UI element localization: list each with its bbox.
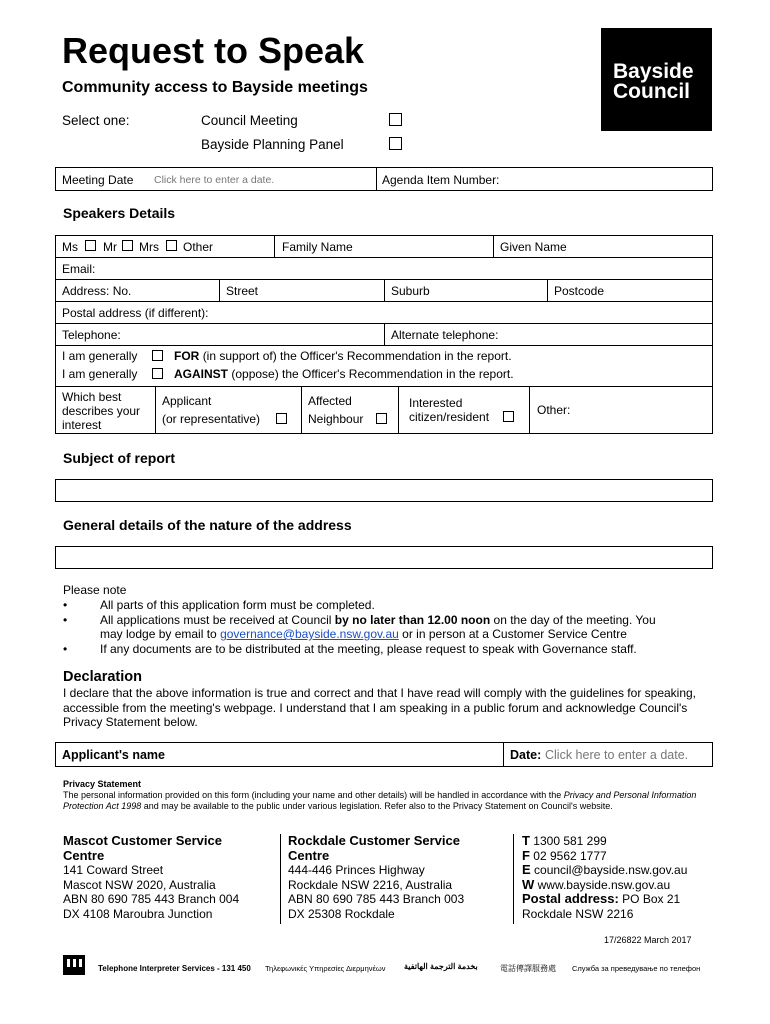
email-label: E — [522, 862, 531, 877]
for-bold: FOR — [174, 349, 200, 363]
date-label: Date: — [510, 748, 542, 762]
declaration-text: I declare that the above information is true and correct and that I have read will comply with the guidelines for speaking, accessible from the meeting's webpage. I understand that I am speaking in a public forum and acknowledge Council's Privacy Statement below. — [63, 686, 697, 729]
note-item-2-bold: by no later than 12.00 noon — [334, 612, 491, 627]
given-name-field[interactable]: Given Name — [500, 240, 567, 254]
suburb-field[interactable]: Suburb — [391, 284, 430, 298]
privacy-text-a: The personal information provided on this form (including your name and other details) will be handled in accordance with the — [63, 790, 562, 800]
mascot-line-2: Mascot NSW 2020, Australia — [63, 877, 216, 892]
document-reference: 17/26822 March 2017 — [604, 935, 692, 945]
page-title: Request to Speak — [62, 30, 365, 71]
telephone-field[interactable]: Telephone: — [62, 328, 121, 342]
postal-line-2: Rockdale NSW 2216 — [522, 906, 634, 921]
for-checkbox[interactable] — [152, 350, 163, 361]
web-label: W — [522, 876, 535, 892]
postal-value: PO Box 21 — [622, 892, 681, 906]
rockdale-line-4: DX 25308 Rockdale — [288, 906, 395, 921]
council-website[interactable]: www.bayside.nsw.gov.au — [537, 877, 671, 892]
applicant-checkbox[interactable] — [276, 413, 287, 424]
note-item-3: If any documents are to be distributed at the meeting, please request to speak with Governance staff. — [100, 641, 637, 656]
mascot-line-4: DX 4108 Maroubra Junction — [63, 906, 213, 921]
title-mrs-checkbox[interactable] — [166, 240, 177, 251]
applicant-name-field[interactable]: Applicant's name — [62, 748, 165, 762]
interest-label-2: describes your — [62, 404, 141, 418]
against-prefix: I am generally — [62, 367, 138, 381]
note-item-2b: on the day of the meeting. You — [493, 612, 656, 627]
subject-input[interactable] — [55, 479, 713, 502]
general-heading: General details of the nature of the address — [63, 517, 352, 533]
note-item-1: All parts of this application form must be completed. — [100, 598, 375, 612]
mascot-name-2: Centre — [63, 847, 105, 863]
bayside-council-logo — [601, 28, 712, 131]
rockdale-address — [288, 834, 508, 921]
title-ms-checkbox[interactable] — [85, 240, 96, 251]
notes-list: • All parts of this application form must be completed. • All applications must be received at Council by no later than 12.00 noon on the day of the meeting. You may lodge by email to governance@bayside.nsw.gov.au or in person at a Customer Service Centre • If any documents are to be distributed at the meeting, please request to speak with Governance staff. — [63, 598, 656, 656]
privacy-text — [63, 790, 703, 812]
phone-value: 1300 581 299 — [533, 834, 607, 848]
general-details-input[interactable] — [55, 546, 713, 569]
declaration-heading: Declaration — [63, 669, 142, 685]
against-checkbox[interactable] — [152, 368, 163, 379]
tis-arabic: بخدمة الترجمة الهاتفية — [404, 962, 478, 971]
neighbour-label-2: Neighbour — [308, 412, 364, 426]
select-label: Select one: — [62, 113, 130, 128]
neighbour-checkbox[interactable] — [376, 413, 387, 424]
fax-value: 02 9562 1777 — [533, 848, 607, 863]
notes-heading: Please note — [63, 583, 127, 597]
against-rest: (oppose) the Officer's Recommendation in the report. — [231, 367, 514, 381]
interest-label-1: Which best — [62, 390, 122, 404]
alt-telephone-field[interactable]: Alternate telephone: — [391, 328, 499, 342]
title-other-label[interactable]: Other — [183, 240, 214, 254]
citizen-label-1: Interested — [409, 396, 463, 410]
title-mr-label: Mr — [103, 240, 117, 254]
mascot-name-1: Mascot Customer Service — [63, 833, 222, 848]
contact-details — [522, 834, 712, 921]
page-subtitle: Community access to Bayside meetings — [62, 79, 368, 96]
tis-chinese: 電話傳譯服務處 — [500, 964, 556, 973]
declaration-date-picker[interactable]: Click here to enter a date. — [545, 748, 689, 762]
other-interest-field[interactable]: Other: — [537, 403, 571, 417]
tis-greek: Τηλεφωνικές Υπηρεσίες Διερμηνέων — [265, 964, 386, 973]
meeting-date-picker[interactable]: Click here to enter a date. — [154, 174, 275, 186]
phone-label: T — [522, 833, 530, 848]
rockdale-line-1: 444-446 Princes Highway — [288, 863, 425, 877]
title-ms-label: Ms — [62, 240, 78, 254]
applicant-label-2: (or representative) — [162, 412, 261, 426]
mascot-line-3: ABN 80 690 785 443 Branch 004 — [63, 892, 240, 906]
for-rest: (in support of) the Officer's Recommendation in the report. — [202, 349, 512, 363]
council-meeting-label: Council Meeting — [201, 113, 298, 128]
note-item-2d: or in person at a Customer Service Centre — [402, 627, 627, 641]
citizen-checkbox[interactable] — [503, 411, 514, 422]
against-bold: AGAINST — [174, 367, 228, 381]
logo-line-1: Bayside — [613, 60, 694, 83]
agenda-item-label[interactable]: Agenda Item Number: — [382, 173, 500, 187]
postal-address-field[interactable]: Postal address (if different): — [62, 306, 209, 320]
governance-email-link[interactable]: governance@bayside.nsw.gov.au — [220, 627, 399, 641]
rockdale-name-1: Rockdale Customer Service — [288, 833, 460, 848]
interest-label-3: interest — [62, 418, 102, 432]
tis-label: Telephone Interpreter Services - 131 450 — [98, 964, 251, 973]
planning-panel-label: Bayside Planning Panel — [201, 137, 344, 152]
title-mrs-label: Mrs — [139, 240, 159, 254]
interpreter-icon — [63, 955, 85, 975]
rockdale-line-3: ABN 80 690 785 443 Branch 003 — [288, 892, 465, 906]
tis-macedonian: Служба за преведување по телефон — [572, 964, 701, 973]
meeting-date-label: Meeting Date — [62, 173, 134, 187]
neighbour-label-1: Affected — [308, 394, 352, 408]
speakers-heading: Speakers Details — [63, 205, 176, 221]
mascot-address — [63, 834, 278, 921]
applicant-label-1: Applicant — [162, 394, 212, 408]
rockdale-line-2: Rockdale NSW 2216, Australia — [288, 877, 453, 892]
council-email[interactable]: council@bayside.nsw.gov.au — [534, 863, 688, 877]
subject-heading: Subject of report — [63, 450, 176, 466]
against-statement — [174, 367, 514, 381]
mascot-line-1: 141 Coward Street — [63, 863, 164, 877]
title-mr-checkbox[interactable] — [122, 240, 133, 251]
street-field[interactable]: Street — [226, 284, 259, 298]
privacy-heading: Privacy Statement — [63, 779, 142, 789]
privacy-text-b: and may be available to the public under various legislation. Refer also to the Privacy Statement on Council's website. — [143, 801, 613, 811]
planning-panel-checkbox[interactable] — [389, 137, 402, 150]
note-item-2a: All applications must be received at Council — [100, 612, 332, 627]
logo-line-2: Council — [613, 80, 690, 103]
interest-label — [62, 390, 140, 432]
citizen-label-2: citizen/resident — [409, 410, 490, 424]
family-name-field[interactable]: Family Name — [282, 240, 353, 254]
postcode-field[interactable]: Postcode — [554, 284, 605, 298]
fax-label: F — [522, 847, 530, 863]
rockdale-name-2: Centre — [288, 847, 330, 863]
privacy-act: Privacy and Personal Information Protection Act 1998 — [63, 790, 697, 811]
for-prefix: I am generally — [62, 349, 138, 363]
for-statement — [174, 349, 512, 363]
address-no-field[interactable]: Address: No. — [62, 284, 132, 298]
email-field[interactable]: Email: — [62, 262, 96, 276]
postal-label: Postal address: — [522, 891, 619, 906]
council-meeting-checkbox[interactable] — [389, 113, 402, 126]
note-item-2c: may lodge by email to — [100, 627, 217, 641]
